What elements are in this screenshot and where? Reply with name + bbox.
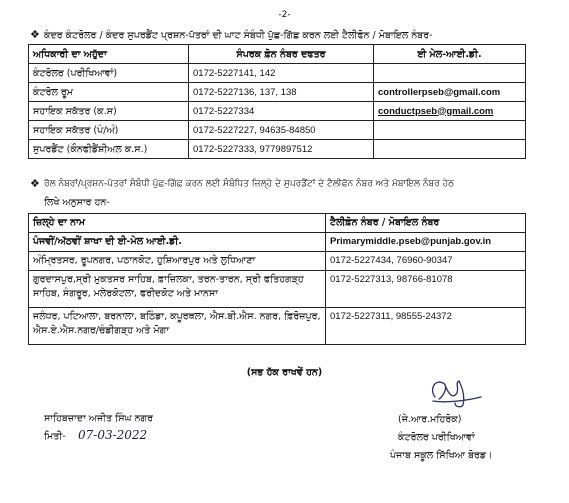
district-cell: ਗੁਰਦਾਸਪੁਰ,ਸ੍ਰੀ ਮੁਕਤਸਰ ਸਾਹਿਬ, ਫ਼ਾਜ਼ਿਲਕਾ, ਤਰਨ-ਤਾਰਨ, ਸ੍ਰੀ ਫਤਿਹਗੜ੍ਹ ਸਾਹਿਬ, ਸੰਗਰੂਰ, ਮਲੇਰਕੋਟਲਾ, ਫਰੀਦਕੋਟ ਅਤੇ ਮਾਨਸਾ bbox=[29, 271, 326, 308]
header-designation: ਅਧਿਕਾਰੀ ਦਾ ਅਹੁੱਦਾ bbox=[29, 45, 189, 64]
designation-cell: ਕੰਟਰੋਲ ਰੂਮ bbox=[29, 83, 189, 102]
email-link[interactable]: Primarymiddle.pseb@punjab.gov.in bbox=[326, 233, 526, 252]
designation-cell: ਕੰਟਰੋਲਰ (ਪਰੀਖਿਆਵਾਂ) bbox=[29, 64, 189, 83]
phone-cell: 0172-5227434, 76960-90347 bbox=[326, 252, 526, 271]
header-email: ਈ ਮੇਲ-ਆਈ.ਡੀ. bbox=[374, 45, 526, 64]
table-row bbox=[29, 64, 526, 83]
phone-cell: 0172-5227313, 98766-81078 bbox=[326, 271, 526, 308]
table-row bbox=[29, 140, 526, 159]
table-row bbox=[29, 308, 526, 345]
signature-icon bbox=[425, 375, 485, 409]
phone-cell: 0172-5227227, 94635-84850 bbox=[189, 121, 374, 140]
phone-cell: 0172-5227333, 9779897512 bbox=[189, 140, 374, 159]
table-row bbox=[29, 102, 526, 121]
designation-cell: ਸਹਾਇਕ ਸਕੱਤਰ (ਪੰ/ਅੰ) bbox=[29, 121, 189, 140]
email-link[interactable]: controllerpseb@gmail.com bbox=[374, 83, 526, 102]
table-header-row bbox=[29, 45, 526, 64]
organization-name: ਪੰਜਾਬ ਸਕੂਲ ਸਿੱਖਿਆ ਬੋਰਡ। bbox=[390, 450, 493, 461]
section2-heading-line2: ਲਿਖੇ ਅਨੁਸਾਰ ਹਨ- bbox=[44, 197, 110, 208]
phone-cell: 0172-5227334 bbox=[189, 102, 374, 121]
table-row bbox=[29, 271, 526, 308]
phone-cell: 0172-5227136, 137, 138 bbox=[189, 83, 374, 102]
date-label: ਮਿਤੀ- bbox=[44, 431, 66, 442]
email-link[interactable]: conductpseb@gmail.com bbox=[374, 102, 526, 121]
phone-cell: 0172-5227141, 142 bbox=[189, 64, 374, 83]
contact-table-officers bbox=[28, 44, 526, 159]
designation-cell: ਸੁਪਰਡੈਂਟ (ਕੌਨਫੀਡੈਂਸ਼ੀਅਲ ਕ.ਸ.) bbox=[29, 140, 189, 159]
district-cell: ਅੰਮ੍ਰਿਤਸਰ, ਰੂਪਨਗਰ, ਪਠਾਨਕੋਟ, ਹੁਸ਼ਿਆਰਪੁਰ ਅਤੇ ਲੁਧਿਆਣਾ bbox=[29, 252, 326, 271]
diamond-bullet-icon: ❖ bbox=[30, 28, 40, 41]
date-value: 07-03-2022 bbox=[78, 428, 148, 442]
officer-title: ਕੰਟਰੋਲਰ ਪਰੀਖਿਆਵਾਂ bbox=[398, 432, 475, 443]
contact-table-districts bbox=[28, 213, 526, 345]
email-cell bbox=[374, 121, 526, 140]
section2-heading-line1: ਰੋਲ ਨੰਬਰਾਂ/ਪ੍ਰਸ਼ਨ-ਪੱਤਰਾਂ ਸੰਬੰਧੀ ਪੁੱਛ-ਗਿੱਛ ਕਰਨ ਲਈ ਸੰਬੰਧਿਤ ਜ਼ਿਲ੍ਹੇ ਦੇ ਸੁਪਰਡੈਂਟਾਂ ਦੇ ਟੈਲੀਫੋਨ ਨੰਬਰ ਅਤੇ ਮੋਬਾਇਲ ਨੰਬਰ ਹੇਠ bbox=[44, 179, 455, 189]
district-cell: ਪੰਜਵੀਂ/ਅੱਠਵੀਂ ਸ਼ਾਖਾ ਦੀ ਈ-ਮੇਲ ਆਈ.ਡੀ. bbox=[29, 233, 326, 252]
table-row bbox=[29, 83, 526, 102]
place-label: ਸਾਹਿਬਜ਼ਾਦਾ ਅਜੀਤ ਸਿੰਘ ਨਗਰ bbox=[44, 413, 154, 424]
table-row bbox=[29, 121, 526, 140]
table-header-row bbox=[29, 214, 526, 233]
rights-reserved-note: (ਸਭ ਹੱਕ ਰਾਖਵੇਂ ਹਨ) bbox=[246, 367, 323, 378]
designation-cell: ਸਹਾਇਕ ਸਕੱਤਰ (ਕ.ਸ) bbox=[29, 102, 189, 121]
page-number: -2- bbox=[278, 10, 291, 20]
table-row bbox=[29, 233, 526, 252]
district-cell: ਜਲੰਧਰ, ਪਟਿਆਲਾ, ਬਰਨਾਲਾ, ਬਠਿੰਡਾ, ਕਪੂਰਥਲਾ, ਐਸ.ਬੀ.ਐਸ. ਨਗਰ, ਫ਼ਿਰੋਜ਼ਪੁਰ, ਐਸ.ਏ.ਐਸ.ਨਗਰ/ਚੰਡੀਗੜ੍ਹ ਅਤੇ ਮੋਗਾ bbox=[29, 308, 326, 345]
section1-heading: ਕੰਦਰ ਕੰਟਰੋਲਰ / ਕੰਦਰ ਸੁਪਰਡੈਂਟ ਪ੍ਰਸ਼ਨ-ਪੱਤਰਾਂ ਦੀ ਘਾਟ ਸੰਬੰਧੀ ਪੁੱਛ-ਗਿੱਛ ਕਰਨ ਲਈ ਟੈਲੀਫੋਨ / ਮੋਬਾਇਲ ਨੰਬਰ- bbox=[44, 30, 433, 41]
phone-cell: 0172-5227311, 98555-24372 bbox=[326, 308, 526, 345]
email-cell bbox=[374, 64, 526, 83]
header-district: ਜ਼ਿਲ੍ਹੇ ਦਾ ਨਾਮ bbox=[29, 214, 326, 233]
email-cell bbox=[374, 140, 526, 159]
header-phone: ਸੰਪਰਕ ਫ਼ੋਨ ਨੰਬਰ ਦਫਤਰ bbox=[189, 45, 374, 64]
diamond-bullet-icon: ❖ bbox=[30, 177, 40, 190]
officer-name: (ਜੇ.ਆਰ.ਮਹਿਰੋਕ) bbox=[398, 414, 462, 425]
table-row bbox=[29, 252, 526, 271]
header-phone: ਟੈਲੀਫ਼ੋਨ ਨੰਬਰ / ਮੋਬਾਇਲ ਨੰਬਰ bbox=[326, 214, 526, 233]
